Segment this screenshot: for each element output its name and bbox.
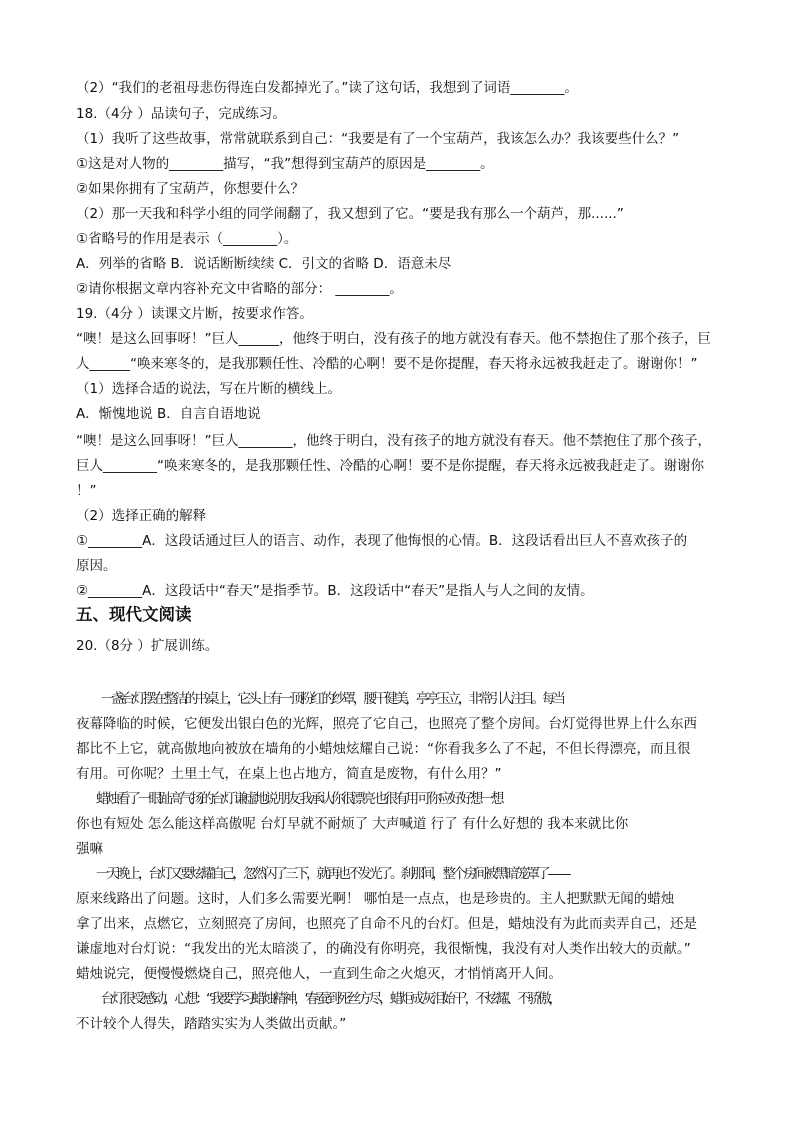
passage-p1-line4: 有用。可你呢？土里土气，在桌上也占地方，简直是废物，有什么用？” [76, 766, 502, 782]
q18-1-sub2: ②如果你拥有了宝葫芦，你想要什么？ [76, 181, 305, 197]
q18-1-sub1: ①这是对人物的________描写，“我”想得到宝葫芦的原因是________。 [76, 156, 494, 172]
q19-repeat-line1: “噢！是这么回事呀！”巨人________，他终于明白，没有孩子的地方就没有春天。他不禁抱住了那个孩子， [76, 433, 711, 449]
q19-passage-line2: 人______“唤来寒冬的，是我那颗任性、冷酷的心啊！要不是你提醒，春天将永远被我赶走了。谢谢你！” [76, 356, 698, 372]
q19-2-sub1: ①________A．这段话通过巨人的语言、动作，表现了他悔恨的心情。B．这段话看出巨人不喜欢孩子的 [76, 533, 688, 549]
q18-title: 18.（4分 ）品读句子，完成练习。 [76, 106, 286, 122]
passage-p3-line1: 一天晚上，台灯又要炫耀自己，忽然闪了三下，就再也不发光了。刹那间，整个房间被黑暗笼罩了—— [96, 866, 569, 882]
q18-2-text: （2）那一天我和科学小组的同学闹翻了，我又想到了它。“要是我有那么一个葫芦，那......” [76, 206, 624, 222]
passage-p2-line2: 你也有短处 怎么能这样高傲呢 台灯早就不耐烦了 大声喊道 行了 有什么好想的 我本来就比你 [76, 816, 629, 832]
q19-2-sub2: ②________A．这段话中“春天”是指季节。B．这段话中“春天”是指人与人之间的友情。 [76, 583, 594, 599]
q20-title: 20.（8分 ）扩展训练。 [76, 638, 219, 654]
passage-p1-line3: 都比不上它，就高傲地向被放在墙角的小蜡烛炫耀自己说：“你看我多么了不起，不但长得漂亮，而且很 [76, 741, 691, 757]
q19-repeat-line3: ！” [76, 483, 97, 499]
q19-1-options: A．惭愧地说 B．自言自语地说 [76, 406, 261, 422]
passage-p3-line4: 谦虚地对台灯说：“我发出的光太暗淡了，的确没有你明亮，我很惭愧，我没有对人类作出较大的贡献。” [76, 941, 691, 957]
q19-passage-line1: “噢！是这么回事呀！”巨人______，他终于明白，没有孩子的地方就没有春天。他不禁抱住了那个孩子，巨 [76, 331, 711, 347]
passage-p2-line3: 强嘛 [76, 841, 103, 857]
passage-p4-line2: 不计较个人得失，踏踏实实为人类做出贡献。” [76, 1016, 347, 1032]
section-heading: 五、现代文阅读 [76, 605, 192, 624]
q19-2-text: （2）选择正确的解释 [76, 508, 207, 524]
q17-2-text: （2）“我们的老祖母悲伤得连白发都掉光了。”读了这句话，我想到了词语________。 [76, 80, 578, 96]
q19-repeat-line2: 巨人________“唤来寒冬的，是我那颗任性、冷酷的心啊！要不是你提醒，春天将永远被我赶走了。谢谢你 [76, 458, 704, 474]
passage-p1-line1: 一盏台灯摆在整洁的书桌上，它头上有一顶粉红的纱罩，腰干健美，亭亭玉立，非常引人注目。每当 [101, 691, 563, 707]
q18-2-sub1: ①省略号的作用是表示（________）。 [76, 231, 298, 247]
passage-p2-line1: 蜡烛看了一眼趾高气扬的台灯 谦虚地说 朋友 我承认你很漂亮 也很有用 可你应好好想一想 [96, 791, 502, 807]
passage-p3-line3: 拿了出来，点燃它，立刻照亮了房间，也照亮了自命不凡的台灯。但是，蜡烛没有为此而卖弄自己，还是 [76, 916, 697, 932]
passage-p3-line2: 原来线路出了问题。这时，人们多么需要光啊！ 哪怕是一点点，也是珍贵的。主人把默默无闻的蜡烛 [76, 891, 675, 907]
q18-options: A．列举的省略 B．说话断断续续 C．引文的省略 D．语意未尽 [76, 256, 452, 272]
q19-title: 19.（4分 ）读课文片断，按要求作答。 [76, 306, 313, 322]
passage-p1-line2: 夜幕降临的时候，它便发出银白色的光辉，照亮了它自己，也照亮了整个房间。台灯觉得世界上什么东西 [76, 716, 697, 732]
q19-2-sub1-cont: 原因。 [76, 558, 117, 574]
passage-p3-line5: 蜡烛说完，便慢慢燃烧自己，照亮他人，一直到生命之火熄灭，才悄悄离开人间。 [76, 966, 562, 982]
q19-1-text: （1）选择合适的说法，写在片断的横线上。 [76, 381, 342, 397]
q18-2-sub2: ②请你根据文章内容补充文中省略的部分： ________。 [76, 281, 403, 297]
passage-p4-line1: 台灯很受感动，心想：“我要学习蜡烛精神，‘春蚕到死丝方尽，蜡炬成灰泪始干’，不炫耀、不骄傲， [101, 991, 560, 1007]
q18-1-text: （1）我听了这些故事，常常就联系到自己：“我要是有了一个宝葫芦，我该怎么办？我该要些什么？” [76, 131, 680, 147]
